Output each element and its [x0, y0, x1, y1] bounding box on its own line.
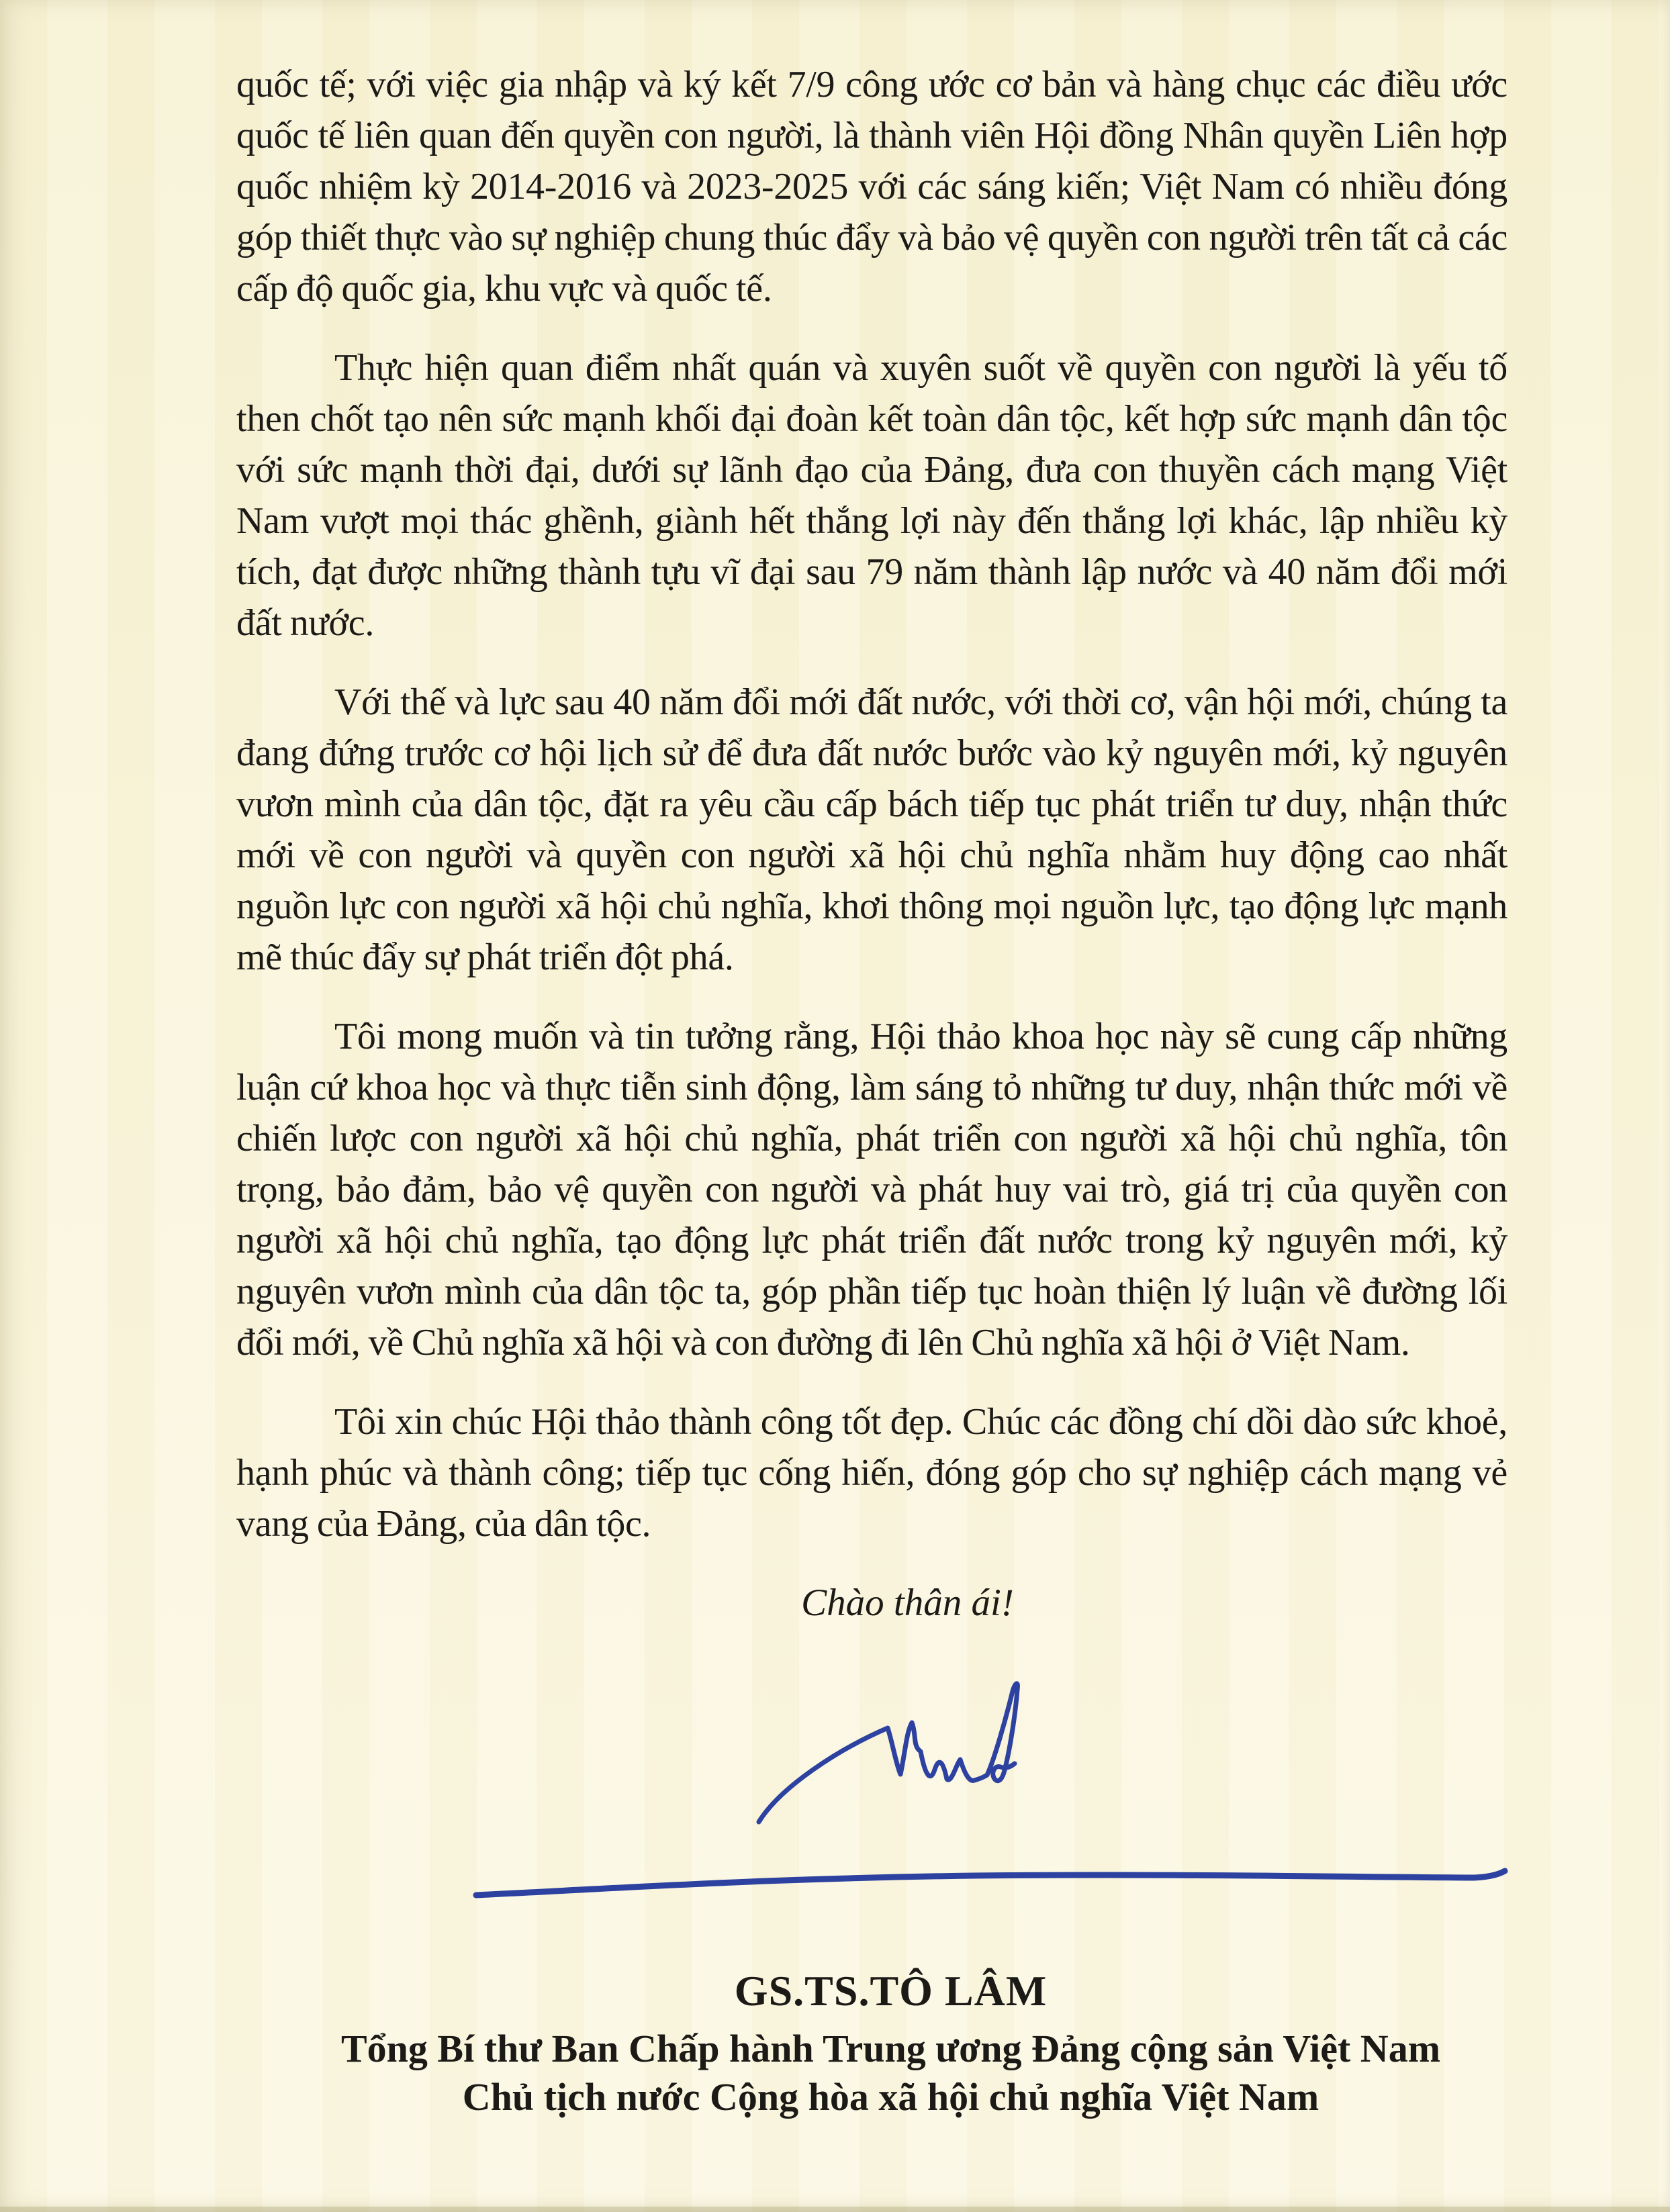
- signer-title-1: Tổng Bí thư Ban Chấp hành Trung ương Đảng cộng sản Việt Nam: [340, 2027, 1441, 2070]
- signer-block: [111, 1964, 1670, 2121]
- paragraph-1: quốc tế; với việc gia nhập và ký kết 7/9 công ước cơ bản và hàng chục các điều ước quốc tế liên quan đến quyền con người, là thành viên Hội đồng Nhân quyền Liên hợp quốc nhiệm kỳ 2014-2016 và 2023-2025 với các sáng kiến; Việt Nam có nhiều đóng góp thiết thực vào sự nghiệp chung thúc đẩy và bảo vệ quyền con người trên tất cả các cấp độ quốc gia, khu vực và quốc tế.: [236, 64, 1507, 309]
- signer-title-2: Chủ tịch nước Cộng hòa xã hội chủ nghĩa Việt Nam: [462, 2075, 1319, 2119]
- closing-salutation: Chào thân ái!: [801, 1582, 1014, 1624]
- paragraph-4: Tôi mong muốn và tin tưởng rằng, Hội thảo khoa học này sẽ cung cấp những luận cứ khoa học và thực tiễn sinh động, làm sáng tỏ những tư duy, nhận thức mới về chiến lược con người xã hội chủ nghĩa, phát triển con người xã hội chủ nghĩa, tôn trọng, bảo đảm, bảo vệ quyền con người và phát huy vai trò, giá trị của quyền con người xã hội chủ nghĩa, tạo động lực phát triển đất nước trong kỷ nguyên mới, kỷ nguyên vươn mình của dân tộc ta, góp phần tiếp tục hoàn thiện lý luận về đường lối đổi mới, về Chủ nghĩa xã hội và con đường đi lên Chủ nghĩa xã hội ở Việt Nam.: [236, 1016, 1507, 1363]
- signer-name: GS.TS.TÔ LÂM: [734, 1967, 1048, 2015]
- signature-underline-stroke: [476, 1871, 1505, 1895]
- paragraph-3: Với thế và lực sau 40 năm đổi mới đất nước, với thời cơ, vận hội mới, chúng ta đang đứng trước cơ hội lịch sử để đưa đất nước bước vào kỷ nguyên mới, kỷ nguyên vươn mình của dân tộc, đặt ra yêu cầu cấp bách tiếp tục phát triển tư duy, nhận thức mới về con người và quyền con người xã hội chủ nghĩa nhằm huy động cao nhất nguồn lực con người xã hội chủ nghĩa, khơi thông mọi nguồn lực, tạo động lực mạnh mẽ thúc đẩy sự phát triển đột phá.: [236, 681, 1507, 978]
- paragraph-5: Tôi xin chúc Hội thảo thành công tốt đẹp. Chúc các đồng chí dồi dào sức khoẻ, hạnh phúc và thành công; tiếp tục cống hiến, đóng góp cho sự nghiệp cách mạng vẻ vang của Đảng, của dân tộc.: [236, 1401, 1507, 1545]
- signature-handwriting-stroke: [759, 1684, 1017, 1822]
- paragraph-2: Thực hiện quan điểm nhất quán và xuyên suốt về quyền con người là yếu tố then chốt tạo nên sức mạnh khối đại đoàn kết toàn dân tộc, kết hợp sức mạnh dân tộc với sức mạnh thời đại, dưới sự lãnh đạo của Đảng, đưa con thuyền cách mạng Việt Nam vượt mọi thác ghềnh, giành hết thắng lợi này đến thắng lợi khác, lập nhiều kỳ tích, đạt được những thành tựu vĩ đại sau 79 năm thành lập nước và 40 năm đổi mới đất nước.: [236, 347, 1507, 644]
